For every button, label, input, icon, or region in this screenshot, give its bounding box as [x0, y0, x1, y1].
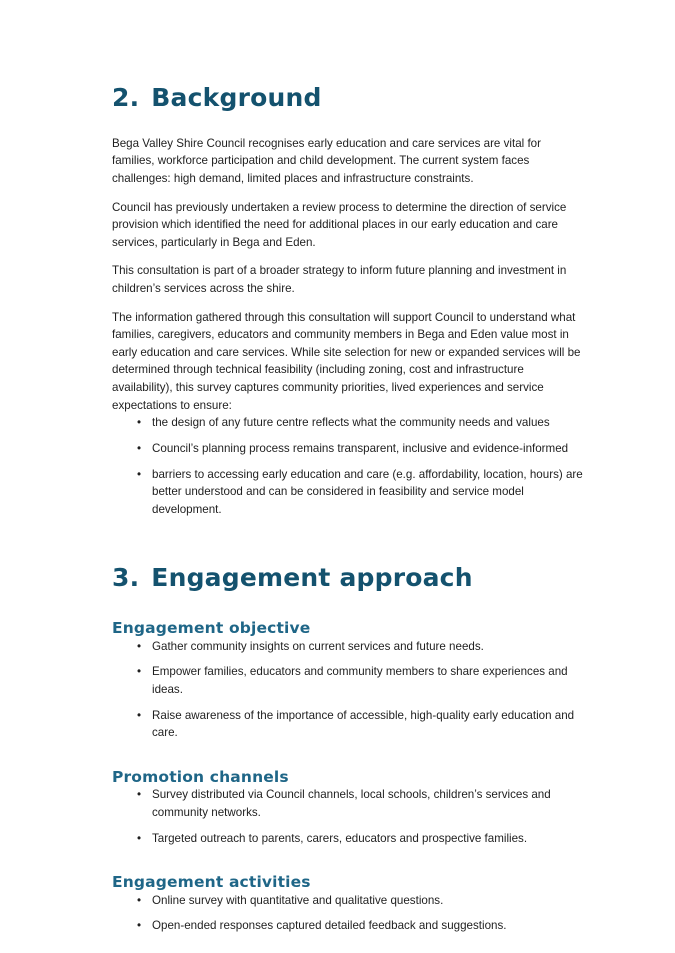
list-item — [112, 892, 584, 910]
bullet-icon: • — [137, 467, 142, 481]
bullet-icon: • — [137, 919, 142, 933]
background-bullet-list — [112, 414, 584, 518]
background-paragraphs — [112, 135, 584, 415]
bullet-icon: • — [137, 441, 142, 455]
promotion-channels-bullet-list — [112, 786, 584, 847]
bullet-icon: • — [137, 708, 142, 722]
bullet-icon: • — [137, 831, 142, 845]
section-number-2: 2. — [112, 83, 140, 112]
background-paragraph-1: Bega Valley Shire Council recognises early education and care services are vital for families, workforce participation and child development. The current system faces challenges: high demand, limited places and infrastructure constraints. — [112, 136, 541, 185]
section-title-background: Background — [151, 83, 322, 112]
section-heading-engagement-approach — [112, 564, 584, 593]
list-item-text: Online survey with quantitative and qualitative questions. — [152, 893, 444, 907]
list-item — [112, 440, 584, 458]
list-item — [112, 707, 584, 742]
list-item — [112, 786, 584, 821]
list-item — [112, 414, 584, 432]
engagement-activities-bullet-list — [112, 892, 584, 935]
bullet-icon: • — [137, 893, 142, 907]
bullet-icon: • — [137, 639, 142, 653]
list-item — [112, 917, 584, 935]
bullet-icon: • — [137, 416, 142, 430]
background-paragraph-3: This consultation is part of a broader strategy to inform future planning and investment in children’s services across the shire. — [112, 264, 567, 296]
document-content — [112, 84, 584, 935]
list-item-text: Empower families, educators and community members to share experiences and ideas. — [152, 665, 568, 696]
list-item-text: Survey distributed via Council channels, local schools, children’s services and community networks. — [152, 788, 551, 819]
section-heading-background — [112, 84, 584, 113]
bullet-icon: • — [137, 665, 142, 679]
subsection-heading-engagement-activities: Engagement activities — [112, 873, 311, 892]
background-paragraph-2: Council has previously undertaken a review process to determine the direction of service provision which identified the need for additional places in our early education and care services, particularly in Bega and Eden. — [112, 200, 567, 249]
section-title-engagement-approach: Engagement approach — [151, 563, 473, 593]
list-item-text: Gather community insights on current services and future needs. — [152, 639, 484, 653]
section-number-3: 3. — [112, 563, 140, 593]
list-item-text: Targeted outreach to parents, carers, educators and prospective families. — [152, 831, 528, 845]
list-item-text: Raise awareness of the importance of accessible, high-quality early education and care. — [152, 708, 575, 740]
list-item-text: Council’s planning process remains transparent, inclusive and evidence-informed — [152, 441, 569, 455]
list-item — [112, 830, 584, 848]
engagement-objective-bullet-list — [112, 638, 584, 742]
list-item-text: the design of any future centre reflects what the community needs and values — [152, 416, 550, 430]
list-item — [112, 638, 584, 656]
list-item-text: barriers to accessing early education and care (e.g. affordability, location, hours) are better understood and can be considered in feasibility and service model development. — [152, 467, 583, 516]
subsection-heading-promotion-channels: Promotion channels — [112, 767, 289, 786]
list-item-text: Open-ended responses captured detailed feedback and suggestions. — [152, 919, 507, 933]
background-paragraph-4: The information gathered through this consultation will support Council to understand what families, caregivers, educators and community members in Bega and Eden value most in early education and care services. While site selection for new or expanded services will be determined through technical feasibility (including zoning, cost and infrastructure availability), this survey captures community priorities, lived experiences and service expectations to ensure: — [112, 310, 581, 412]
list-item — [112, 663, 584, 698]
list-item — [112, 466, 584, 519]
subsection-heading-engagement-objective: Engagement objective — [112, 619, 311, 638]
bullet-icon: • — [137, 788, 142, 802]
